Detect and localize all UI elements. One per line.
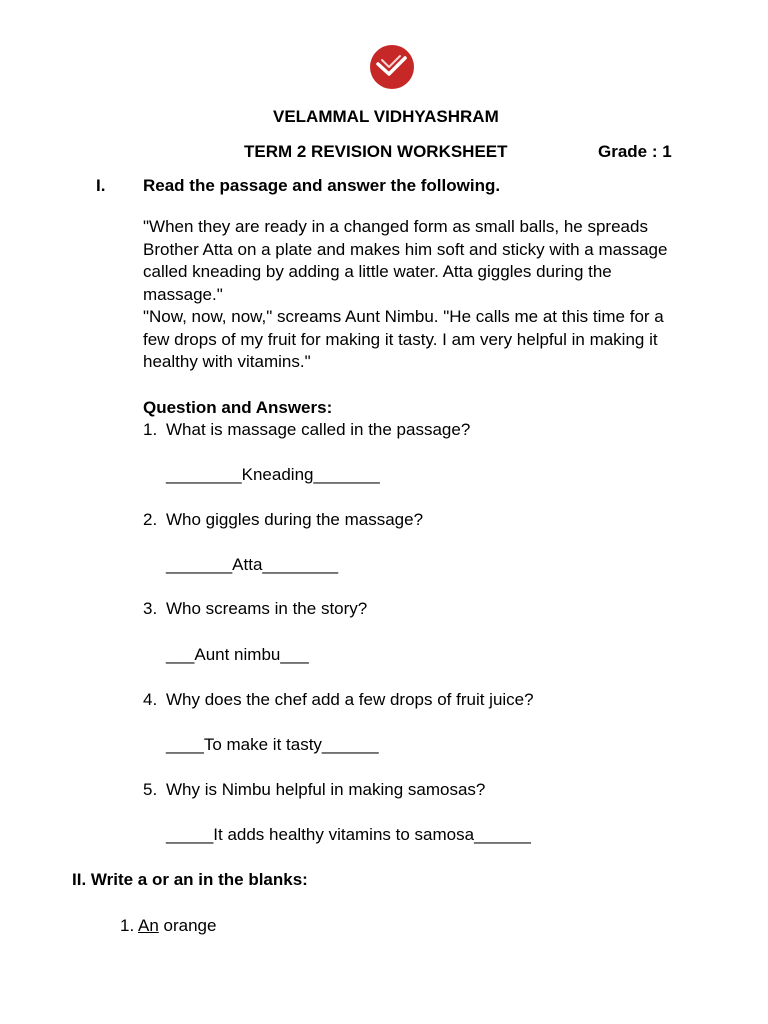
qa-heading: Question and Answers: [143,398,333,417]
passage [143,216,713,374]
passage-line: few drops of my fruit for making it tasty. I am very helpful in making it [143,329,658,349]
school-name: VELAMMAL VIDHYASHRAM [273,107,499,126]
section-2-heading: II. Write a or an in the blanks: [72,870,308,889]
passage-line: Brother Atta on a plate and makes him soft and sticky with a massage [143,239,668,259]
question-number: 5. [143,780,158,799]
answer-text: ___Aunt nimbu___ [166,645,309,664]
answer-text: _____It adds healthy vitamins to samosa______ [166,825,531,844]
school-logo-icon [369,44,415,90]
question-number: 4. [143,690,158,709]
question-number: 3. [143,599,158,618]
question-number: 1. [143,420,158,439]
passage-line: massage." [143,284,223,304]
passage-line: called kneading by adding a little water. Atta giggles during the [143,262,612,281]
question-text: Why does the chef add a few drops of fruit juice? [166,690,534,709]
item-word: orange [163,916,217,935]
answer-text: ________Kneading_______ [166,465,380,484]
question-text: Who giggles during the massage? [166,510,424,529]
grade-label: Grade : 1 [598,142,672,161]
item-number: 1. [120,916,135,935]
article-answer: An [137,916,159,935]
worksheet-title: TERM 2 REVISION WORKSHEET [244,142,508,161]
answer-text: _______Atta________ [166,555,339,574]
fill-blank-item [120,916,216,936]
section-1-heading: Read the passage and answer the following. [143,176,501,195]
question-number: 2. [143,510,158,529]
question-text: Why is Nimbu helpful in making samosas? [166,780,486,799]
answer-text: ____To make it tasty______ [166,735,379,754]
question-text: What is massage called in the passage? [166,420,471,439]
passage-line: healthy with vitamins." [143,352,311,371]
question-text: Who screams in the story? [166,599,368,618]
passage-line: "When they are ready in a changed form as small balls, he spreads [143,217,648,236]
section-1-numeral: I. [96,176,106,195]
passage-line: "Now, now, now," screams Aunt Nimbu. "He calls me at this time for a [143,307,664,326]
